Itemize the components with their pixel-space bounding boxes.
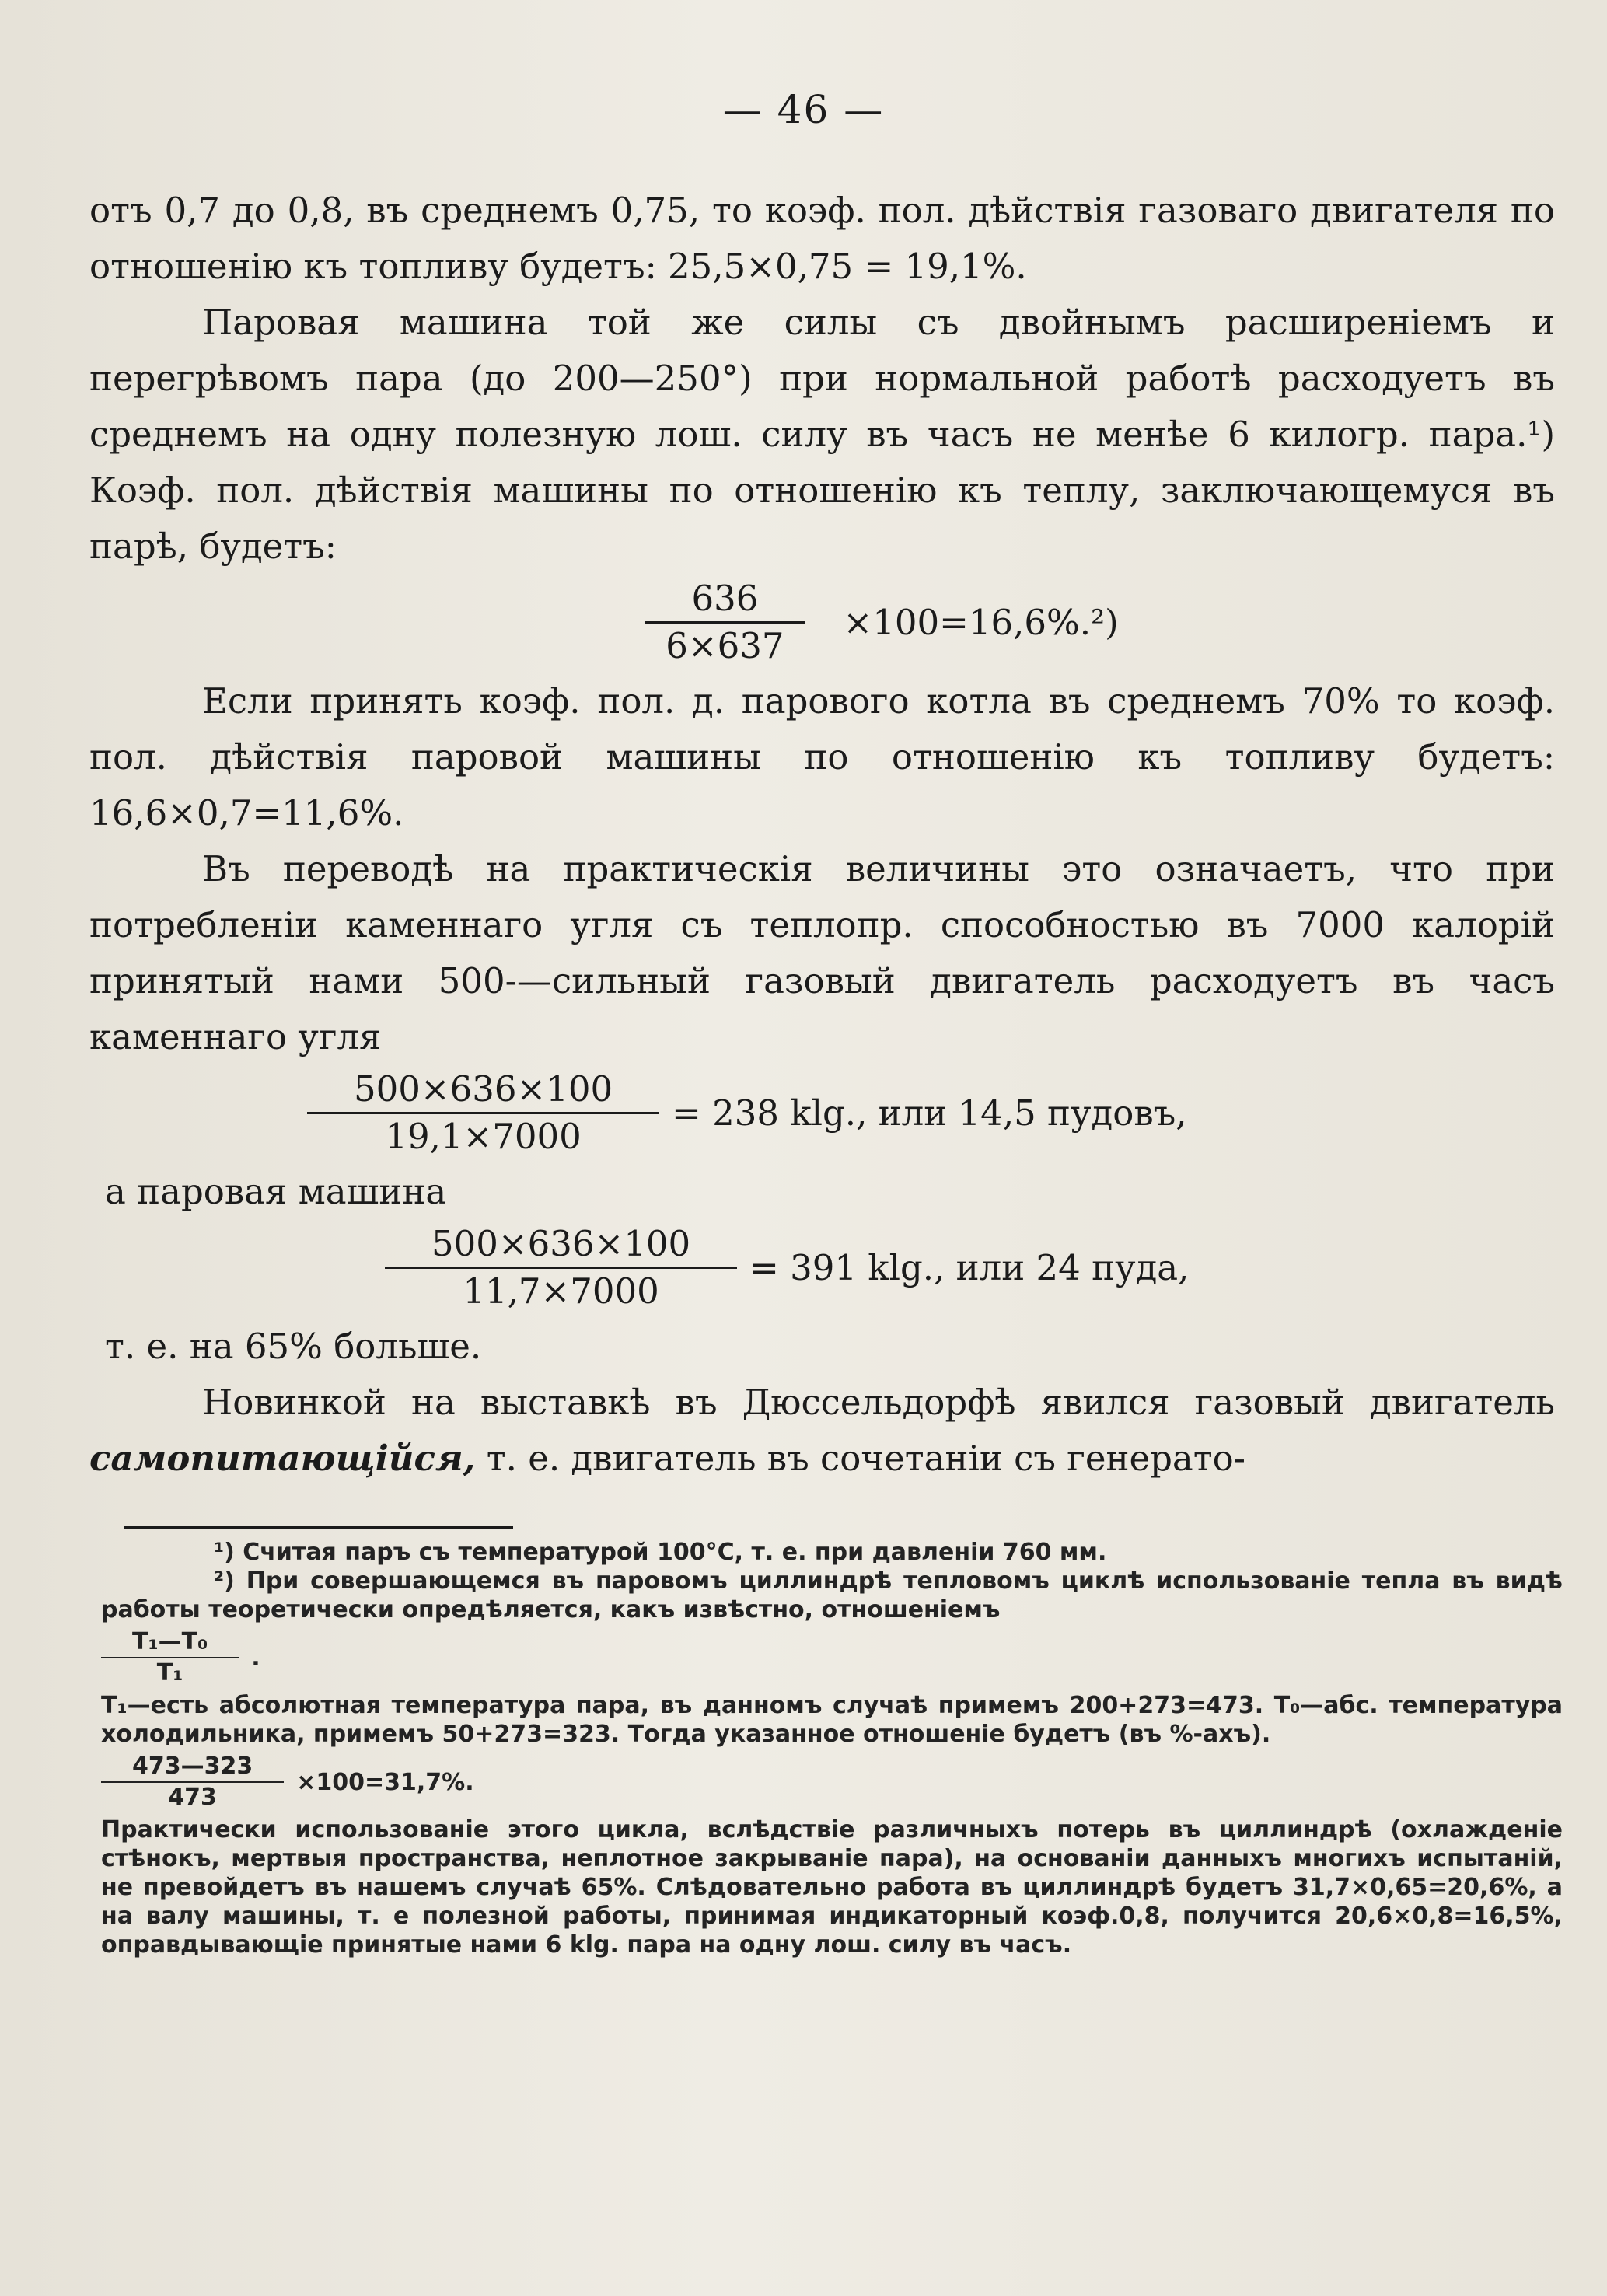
denominator: 6×637	[666, 625, 784, 666]
paragraph-6: т. е. на 65% больше.	[105, 1326, 482, 1367]
footnote-1: ¹) Считая паръ съ температурой 100°С, т. е. при давленіи 760 мм.	[214, 1539, 1107, 1566]
denominator: 11,7×7000	[463, 1270, 659, 1312]
paragraph-7-end: т. е. двигатель въ сочетаніи съ генерато-	[486, 1438, 1245, 1479]
formula-efficiency	[183, 576, 1555, 669]
numerator: 636	[645, 576, 805, 624]
paragraph-2: Паровая машина той же силы съ двойнымъ расширеніемъ и перегрѣвомъ пара (до 200—250°) при нормальной работѣ расходуетъ въ среднемъ на одну полезную лош. силу въ часъ не менѣе 6 килогр. пара.¹) Коэф. пол. дѣйствія машины по отношенію къ теплу, заключающемуся въ парѣ, будетъ:	[89, 302, 1555, 567]
formula-result: = 238 klg., или 14,5 пудовъ,	[672, 1092, 1187, 1134]
footnote-2-conclusion: Практически использованіе этого цикла, вслѣдствіе различныхъ потерь въ циллиндрѣ (охлажденіе стѣнокъ, мертвыя пространства, неплотное закрываніе пара), на основаніи данныхъ многихъ испытаній, не превойдетъ въ нашемъ случаѣ 65%. Слѣдовательно работа въ циллиндрѣ будетъ 31,7×0,65=20,6%, а на валу машины, т. е полезной работы, принимая индикаторный коэф.0,8, получится 20,6×0,8=16,5%, оправдывающіе принятые нами 6 klg. пара на одну лош. силу въ часъ.	[101, 1816, 1563, 1959]
footnote-formula-calc	[101, 1752, 1563, 1812]
denominator: 19,1×7000	[385, 1116, 582, 1157]
formula-gas-engine-coal	[307, 1067, 1555, 1159]
denominator: 473	[168, 1784, 217, 1811]
fraction	[385, 1221, 737, 1314]
fraction	[101, 1627, 239, 1688]
denominator: T₁	[156, 1659, 183, 1686]
footnote-divider	[124, 1526, 513, 1529]
main-text	[89, 183, 1555, 1487]
formula-result: = 391 klg., или 24 пуда,	[749, 1246, 1190, 1288]
emphasized-term: самопитающійся,	[89, 1438, 476, 1479]
footnote-2-intro: ²) При совершающемся въ паровомъ циллиндрѣ тепловомъ циклѣ использованіе тепла въ видѣ работы теоретически опредѣляется, какъ извѣстно, отношеніемъ	[101, 1567, 1563, 1623]
fraction	[101, 1752, 284, 1812]
numerator: 473—323	[101, 1752, 284, 1783]
fraction	[619, 576, 830, 669]
fraction	[307, 1067, 659, 1159]
formula-result: ×100=16,6%.²)	[843, 601, 1119, 643]
paragraph-7-start: Новинкой на выставкѣ въ Дюссельдорфѣ явился газовый двигатель	[202, 1382, 1555, 1423]
formula-period: .	[251, 1644, 260, 1672]
paragraph-3: Если принять коэф. пол. д. парового котла въ среднемъ 70% то коэф. пол. дѣйствія паровой машины по отношенію къ топливу будетъ: 16,6×0,7=11,6%.	[89, 680, 1555, 833]
formula-steam-engine-coal	[385, 1221, 1555, 1314]
paragraph-1: отъ 0,7 до 0,8, въ среднемъ 0,75, то коэф. пол. дѣйствія газоваго двигателя по отношенію къ топливу будетъ: 25,5×0,75 = 19,1%.	[89, 190, 1555, 287]
footnote-formula-ratio	[101, 1627, 1563, 1688]
numerator: T₁—T₀	[101, 1627, 239, 1658]
numerator: 500×636×100	[307, 1067, 659, 1114]
paragraph-7	[89, 1375, 1555, 1487]
footnotes	[101, 1538, 1563, 1959]
paragraph-4: Въ переводѣ на практическія величины это означаетъ, что при потребленіи каменнаго угля съ теплопр. способностью въ 7000 калорій принятый нами 500-—сильный газовый двигатель расходуетъ въ часъ каменнаго угля	[89, 848, 1555, 1057]
footnote-2-definitions: T₁—есть абсолютная температура пара, въ данномъ случаѣ примемъ 200+273=473. T₀—абс. температура холодильника, примемъ 50+273=323. Тогда указанное отношеніе будетъ (въ %-ахъ).	[101, 1692, 1563, 1748]
formula-result: ×100=31,7%.	[296, 1768, 474, 1796]
paragraph-5: а паровая машина	[105, 1171, 447, 1212]
numerator: 500×636×100	[385, 1221, 737, 1269]
page-number: — 46 —	[722, 87, 885, 132]
